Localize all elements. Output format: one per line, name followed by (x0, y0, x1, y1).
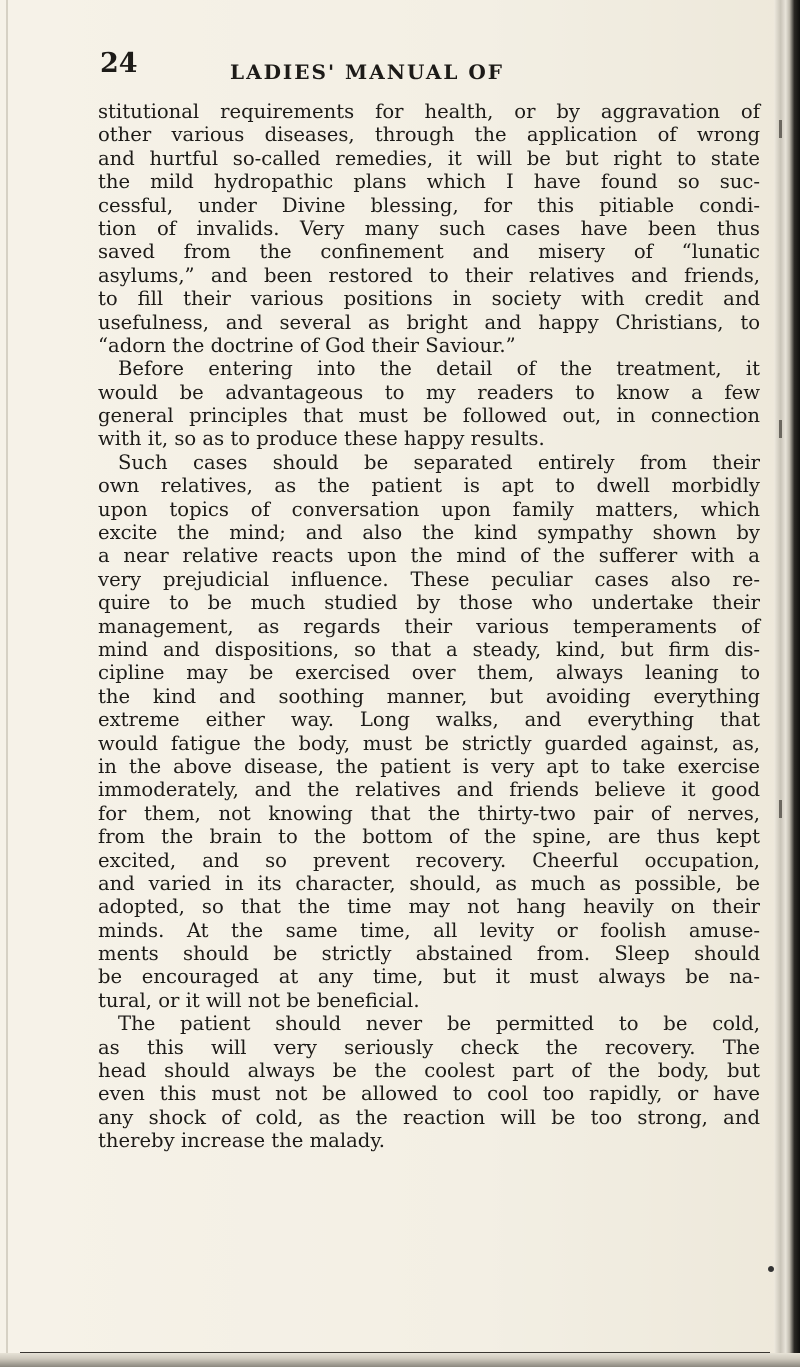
text-line: saved from the confinement and misery of “lunatic (98, 240, 760, 264)
text-line: tural, or it will not be beneficial. (98, 988, 420, 1012)
text-line: “adorn the doctrine of God their Saviour.” (98, 333, 516, 357)
page-number: 24 (100, 48, 138, 79)
text-line: thereby increase the malady. (98, 1129, 386, 1153)
text-line: would fatigue the body, must be strictly guarded against, as, (98, 731, 760, 755)
text-line: any shock of cold, as the reaction will be too strong, and (98, 1105, 760, 1129)
text-line: extreme either way. Long walks, and everything that (98, 708, 760, 732)
text-line: ments should be strictly abstained from. Sleep should (98, 942, 760, 966)
text-line: own relatives, as the patient is apt to dwell morbidly (98, 474, 760, 498)
text-line: to fill their various positions in society with credit and (98, 287, 760, 311)
text-line: excited, and so prevent recovery. Cheerful occupation, (98, 848, 760, 872)
text-line: cessful, under Divine blessing, for this pitiable condi- (98, 193, 760, 217)
text-line: be encouraged at any time, but it must always be na- (98, 965, 760, 989)
text-line: mind and dispositions, so that a steady, kind, but firm dis- (98, 637, 760, 661)
text-line: other various diseases, through the application of wrong (98, 123, 760, 147)
text-line: the mild hydropathic plans which I have found so suc- (98, 170, 760, 194)
text-line: usefulness, and several as bright and happy Christians, to (98, 310, 760, 334)
text-line: from the brain to the bottom of the spine, are thus kept (98, 825, 760, 849)
scan-mark (779, 800, 782, 818)
ink-speck (768, 1266, 774, 1272)
text-line: would be advantageous to my readers to know a few (98, 380, 760, 404)
binding-edge (774, 0, 800, 1367)
text-line: Such cases should be separated entirely from their (118, 450, 760, 474)
text-line: head should always be the coolest part of the body, but (98, 1059, 760, 1083)
text-line: cipline may be exercised over them, always leaning to (98, 661, 760, 685)
body-text (98, 100, 760, 1153)
text-line: tion of invalids. Very many such cases have been thus (98, 216, 760, 240)
running-title: LADIES' MANUAL OF (230, 60, 504, 84)
bottom-scan-edge (0, 1353, 800, 1367)
text-line: and varied in its character, should, as much as possible, be (98, 871, 760, 895)
text-line: even this must not be allowed to cool too rapidly, or have (98, 1082, 760, 1106)
text-line: for them, not knowing that the thirty-two pair of nerves, (98, 801, 760, 825)
left-scan-edge (6, 0, 8, 1367)
scan-mark (779, 120, 782, 138)
text-line: general principles that must be followed out, in connection (98, 404, 760, 428)
text-line: management, as regards their various temperaments of (98, 614, 760, 638)
text-line: upon topics of conversation upon family matters, which (98, 497, 760, 521)
text-line: The patient should never be permitted to be cold, (118, 1012, 760, 1036)
text-line: minds. At the same time, all levity or foolish amuse- (98, 918, 760, 942)
text-line: excite the mind; and also the kind sympathy shown by (98, 521, 760, 545)
text-line: with it, so as to produce these happy results. (98, 427, 545, 451)
text-line: a near relative reacts upon the mind of the sufferer with a (98, 544, 760, 568)
text-line: and hurtful so-called remedies, it will be but right to state (98, 146, 760, 170)
scan-mark (779, 420, 782, 438)
text-line: Before entering into the detail of the treatment, it (118, 357, 760, 381)
running-head (100, 48, 780, 84)
text-line: stitutional requirements for health, or by aggravation of (98, 100, 760, 123)
text-line: adopted, so that the time may not hang heavily on their (98, 895, 760, 919)
text-line: very prejudicial influence. These peculiar cases also re- (98, 567, 760, 591)
text-line: asylums,” and been restored to their relatives and friends, (98, 263, 760, 287)
text-line: quire to be much studied by those who undertake their (98, 591, 760, 615)
text-line: in the above disease, the patient is very apt to take exercise (98, 754, 760, 778)
text-line: immoderately, and the relatives and friends believe it good (98, 778, 760, 802)
text-line: the kind and soothing manner, but avoiding everything (98, 684, 760, 708)
text-line: as this will very seriously check the recovery. The (98, 1035, 760, 1059)
